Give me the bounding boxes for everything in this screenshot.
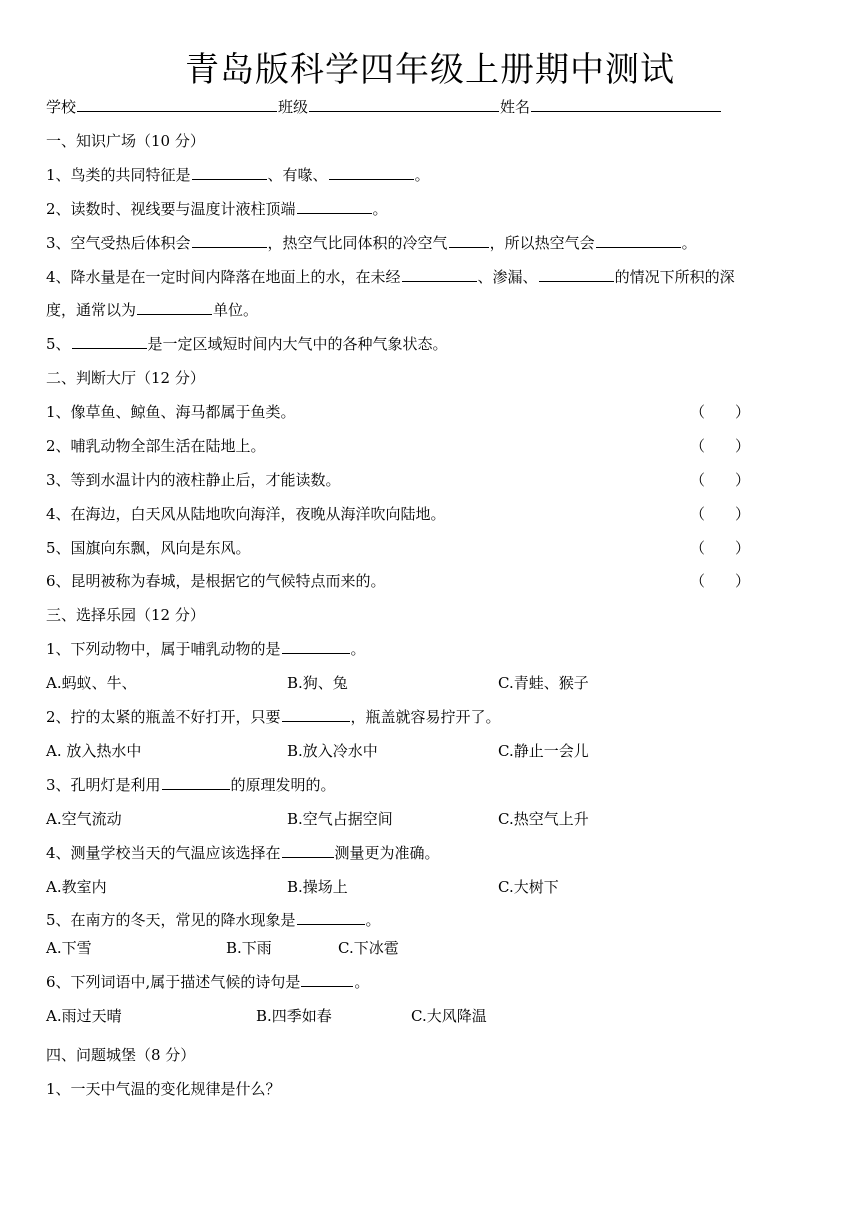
section-4-heading: 四、问题城堡（8 分） bbox=[46, 1046, 196, 1064]
choice-question-6 bbox=[46, 971, 369, 992]
question-text: 2、拧的太紧的瓶盖不好打开，只要 bbox=[46, 708, 281, 726]
answer-blank bbox=[137, 299, 212, 315]
question-text: 。 bbox=[354, 973, 370, 991]
question-text: ，所以热空气会 bbox=[489, 234, 595, 252]
option-a: A. 放入热水中 bbox=[46, 742, 142, 760]
option-a: A.教室内 bbox=[46, 878, 107, 896]
answer-blank bbox=[282, 842, 334, 858]
answer-blank bbox=[192, 232, 267, 248]
option-a: A.蚂蚁、牛、 bbox=[46, 674, 137, 692]
answer-blank bbox=[539, 266, 614, 282]
answer-blank bbox=[192, 164, 267, 180]
answer-blank bbox=[297, 198, 372, 214]
question-text: ，热空气比同体积的冷空气 bbox=[267, 234, 448, 252]
question-text: 。 bbox=[350, 640, 366, 658]
question-text: 是一定区域短时间内大气中的各种气象状态。 bbox=[147, 335, 448, 353]
option-c: C.静止一会儿 bbox=[498, 742, 589, 760]
answer-blank bbox=[282, 706, 350, 722]
question-text: 。 bbox=[372, 200, 388, 218]
question-text: 度，通常以为 bbox=[46, 301, 137, 319]
class-blank bbox=[309, 96, 499, 112]
answer-blank bbox=[297, 909, 365, 925]
option-b: B.空气占据空间 bbox=[287, 810, 393, 828]
option-c: C.热空气上升 bbox=[498, 810, 589, 828]
option-b: B.操场上 bbox=[287, 878, 348, 896]
name-label: 姓名 bbox=[500, 98, 531, 116]
answer-blank bbox=[449, 232, 489, 248]
student-info-line bbox=[46, 96, 722, 117]
question-1-4-cont bbox=[46, 299, 258, 320]
question-1-4 bbox=[46, 266, 735, 287]
open-question-1: 1、一天中气温的变化规律是什么？ bbox=[46, 1080, 281, 1098]
judge-answer-box: （ ） bbox=[690, 505, 751, 523]
option-c: C.大树下 bbox=[498, 878, 559, 896]
answer-blank bbox=[329, 164, 414, 180]
question-text: 4、降水量是在一定时间内降落在地面上的水，在未经 bbox=[46, 268, 401, 286]
section-3-heading: 三、选择乐园（12 分） bbox=[46, 606, 205, 624]
question-text: 测量更为准确。 bbox=[334, 844, 440, 862]
judge-item-4: 4、在海边，白天风从陆地吹向海洋，夜晚从海洋吹向陆地。 bbox=[46, 505, 446, 523]
choice-question-1 bbox=[46, 638, 366, 659]
option-a: A.下雪 bbox=[46, 939, 92, 957]
section-2-heading: 二、判断大厅（12 分） bbox=[46, 369, 205, 387]
question-text: 。 bbox=[414, 166, 430, 184]
answer-blank bbox=[72, 333, 147, 349]
question-text: 1、鸟类的共同特征是 bbox=[46, 166, 191, 184]
question-text: 1、下列动物中，属于哺乳动物的是 bbox=[46, 640, 281, 658]
question-1-5 bbox=[46, 333, 448, 354]
section-1-heading: 一、知识广场（10 分） bbox=[46, 132, 205, 150]
question-text: 6、下列词语中,属于描述气候的诗句是 bbox=[46, 973, 301, 991]
option-a: A.空气流动 bbox=[46, 810, 122, 828]
question-1-3 bbox=[46, 232, 697, 253]
question-1-2 bbox=[46, 198, 388, 219]
option-c: C.青蛙、猴子 bbox=[498, 674, 589, 692]
option-b: B.下雨 bbox=[226, 939, 272, 957]
judge-item-2: 2、哺乳动物全部生活在陆地上。 bbox=[46, 437, 266, 455]
answer-blank bbox=[402, 266, 477, 282]
judge-item-5: 5、国旗向东飘，风向是东风。 bbox=[46, 539, 251, 557]
judge-answer-box: （ ） bbox=[690, 539, 751, 557]
question-text: 、渗漏、 bbox=[477, 268, 538, 286]
question-text: 的情况下所积的深 bbox=[614, 268, 735, 286]
question-text: 。 bbox=[681, 234, 697, 252]
question-text: 3、空气受热后体积会 bbox=[46, 234, 191, 252]
option-a: A.雨过天晴 bbox=[46, 1007, 122, 1025]
question-text: 5、在南方的冬天，常见的降水现象是 bbox=[46, 911, 296, 929]
question-text: 5、 bbox=[46, 335, 71, 353]
choice-question-2 bbox=[46, 706, 501, 727]
option-b: B.狗、兔 bbox=[287, 674, 348, 692]
judge-answer-box: （ ） bbox=[690, 572, 751, 590]
name-blank bbox=[531, 96, 721, 112]
judge-answer-box: （ ） bbox=[690, 437, 751, 455]
answer-blank bbox=[301, 971, 353, 987]
question-text: 单位。 bbox=[213, 301, 259, 319]
question-text: 4、测量学校当天的气温应该选择在 bbox=[46, 844, 281, 862]
judge-answer-box: （ ） bbox=[690, 403, 751, 421]
answer-blank bbox=[282, 638, 350, 654]
option-c: C.大风降温 bbox=[411, 1007, 487, 1025]
option-b: B.放入冷水中 bbox=[287, 742, 378, 760]
school-label: 学校 bbox=[46, 98, 77, 116]
judge-item-3: 3、等到水温计内的液柱静止后，才能读数。 bbox=[46, 471, 341, 489]
option-c: C.下冰雹 bbox=[338, 939, 399, 957]
judge-answer-box: （ ） bbox=[690, 471, 751, 489]
answer-blank bbox=[162, 774, 230, 790]
exam-title: 青岛版科学四年级上册期中测试 bbox=[185, 50, 675, 90]
judge-item-1: 1、像草鱼、鲸鱼、海马都属于鱼类。 bbox=[46, 403, 296, 421]
answer-blank bbox=[596, 232, 681, 248]
question-text: ，瓶盖就容易拧开了。 bbox=[350, 708, 501, 726]
school-blank bbox=[77, 96, 277, 112]
question-text: 3、孔明灯是利用 bbox=[46, 776, 161, 794]
class-label: 班级 bbox=[278, 98, 309, 116]
question-text: 。 bbox=[365, 911, 381, 929]
question-1-1 bbox=[46, 164, 430, 185]
choice-question-5 bbox=[46, 909, 381, 930]
judge-item-6: 6、昆明被称为春城，是根据它的气候特点而来的。 bbox=[46, 572, 386, 590]
question-text: 、有喙、 bbox=[267, 166, 328, 184]
choice-question-3 bbox=[46, 774, 336, 795]
choice-question-4 bbox=[46, 842, 440, 863]
question-text: 2、读数时、视线要与温度计液柱顶端 bbox=[46, 200, 296, 218]
option-b: B.四季如春 bbox=[256, 1007, 332, 1025]
question-text: 的原理发明的。 bbox=[230, 776, 336, 794]
